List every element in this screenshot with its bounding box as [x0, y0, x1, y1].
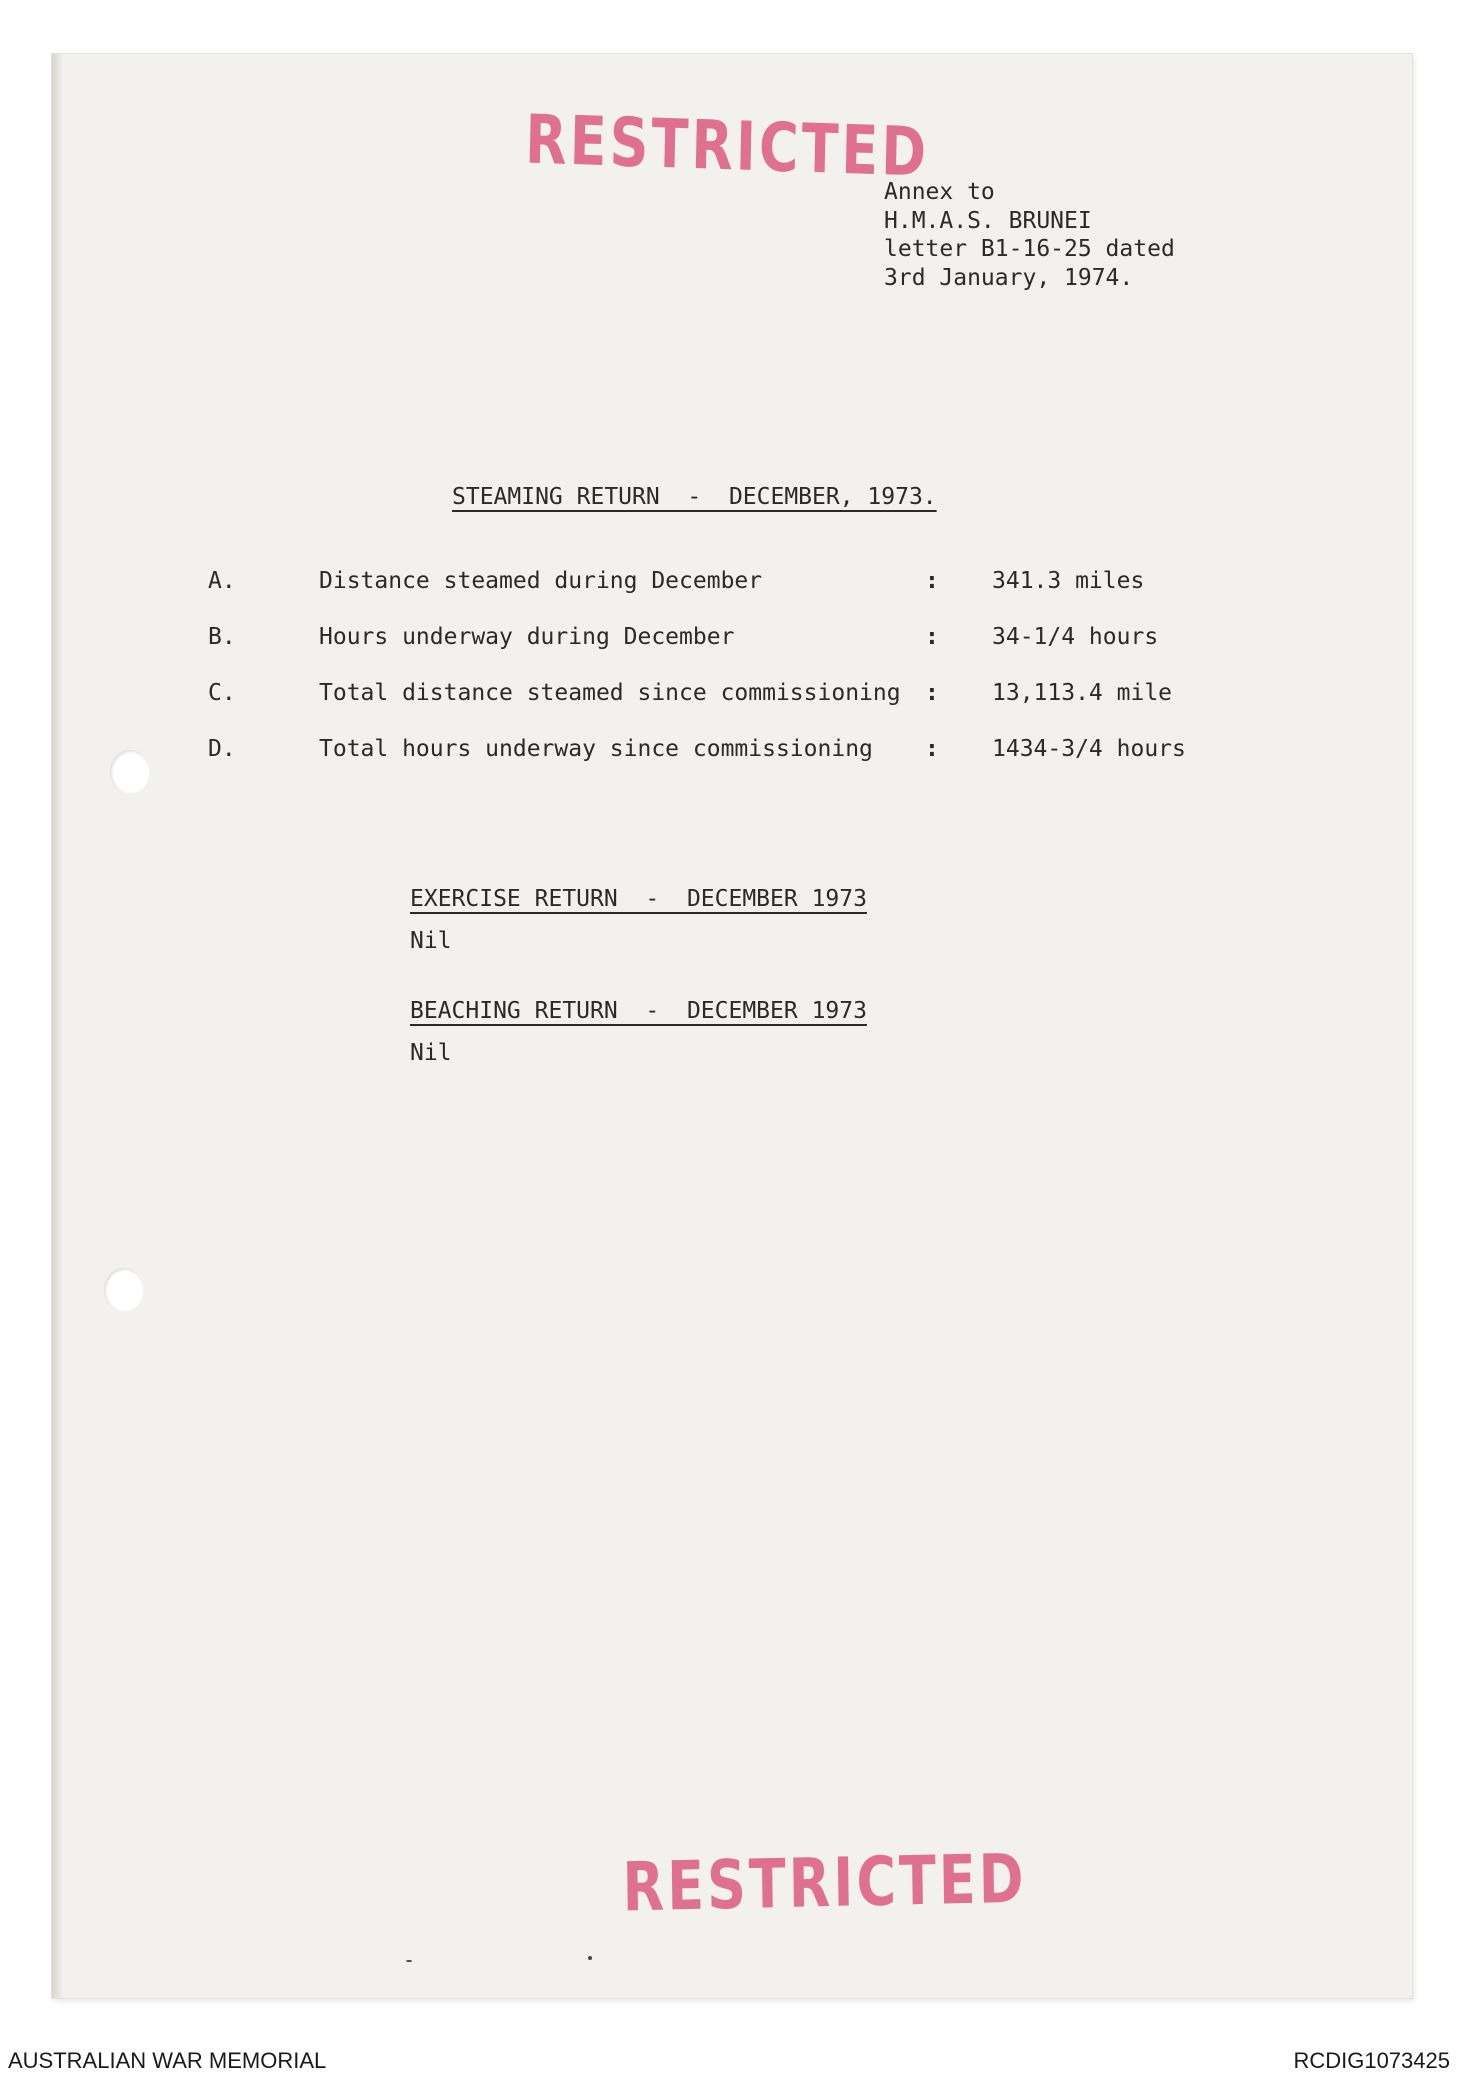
- row-value: 13,113.4 mile: [992, 680, 1173, 706]
- exercise-return-heading: EXERCISE RETURN - DECEMBER 1973: [410, 886, 867, 912]
- row-value: 34-1/4 hours: [992, 624, 1159, 650]
- footer-record-id: RCDIG1073425: [1293, 2048, 1450, 2073]
- footer-credit: AUSTRALIAN WAR MEMORIAL: [8, 2048, 327, 2073]
- row-separator: :: [925, 680, 939, 706]
- steaming-return-heading: STEAMING RETURN - DECEMBER, 1973.: [452, 484, 937, 510]
- annex-line-4: 3rd January, 1974.: [884, 264, 1134, 291]
- punch-hole-lower: [104, 1268, 144, 1312]
- beaching-return-heading: BEACHING RETURN - DECEMBER 1973: [410, 998, 867, 1024]
- paper-left-edge: [52, 54, 62, 1998]
- annex-line-1: Annex to: [884, 179, 995, 205]
- steaming-row-b: [0, 624, 1360, 656]
- row-separator: :: [925, 736, 939, 762]
- annex-line-2: H.M.A.S. BRUNEI: [884, 207, 1092, 234]
- steaming-row-a: [0, 568, 1360, 600]
- row-letter: D.: [208, 736, 236, 762]
- annex-line-3: letter B1-16-25 dated: [884, 236, 1175, 262]
- annex-reference: [884, 178, 1175, 292]
- paper-speck: [588, 1956, 592, 1960]
- row-letter: B.: [208, 624, 236, 650]
- steaming-row-d: [0, 736, 1360, 768]
- row-description: Total hours underway since commissioning: [319, 736, 873, 762]
- row-letter: C.: [208, 680, 236, 706]
- steaming-row-c: [0, 680, 1360, 712]
- restricted-stamp-bottom: RESTRICTED: [622, 1839, 1028, 1927]
- paper-speck: [406, 1960, 412, 1962]
- row-value: 1434-3/4 hours: [992, 736, 1186, 762]
- restricted-stamp-top: RESTRICTED: [524, 100, 930, 192]
- row-separator: :: [925, 568, 939, 594]
- row-description: Hours underway during December: [319, 624, 735, 650]
- beaching-return-body: Nil: [410, 1040, 452, 1066]
- paper-sheet: [52, 54, 1412, 1998]
- row-description: Total distance steamed since commissioning: [319, 680, 901, 706]
- row-separator: :: [925, 624, 939, 650]
- row-description: Distance steamed during December: [319, 568, 763, 594]
- row-value: 341.3 miles: [992, 568, 1145, 594]
- row-letter: A.: [208, 568, 236, 594]
- exercise-return-body: Nil: [410, 928, 452, 954]
